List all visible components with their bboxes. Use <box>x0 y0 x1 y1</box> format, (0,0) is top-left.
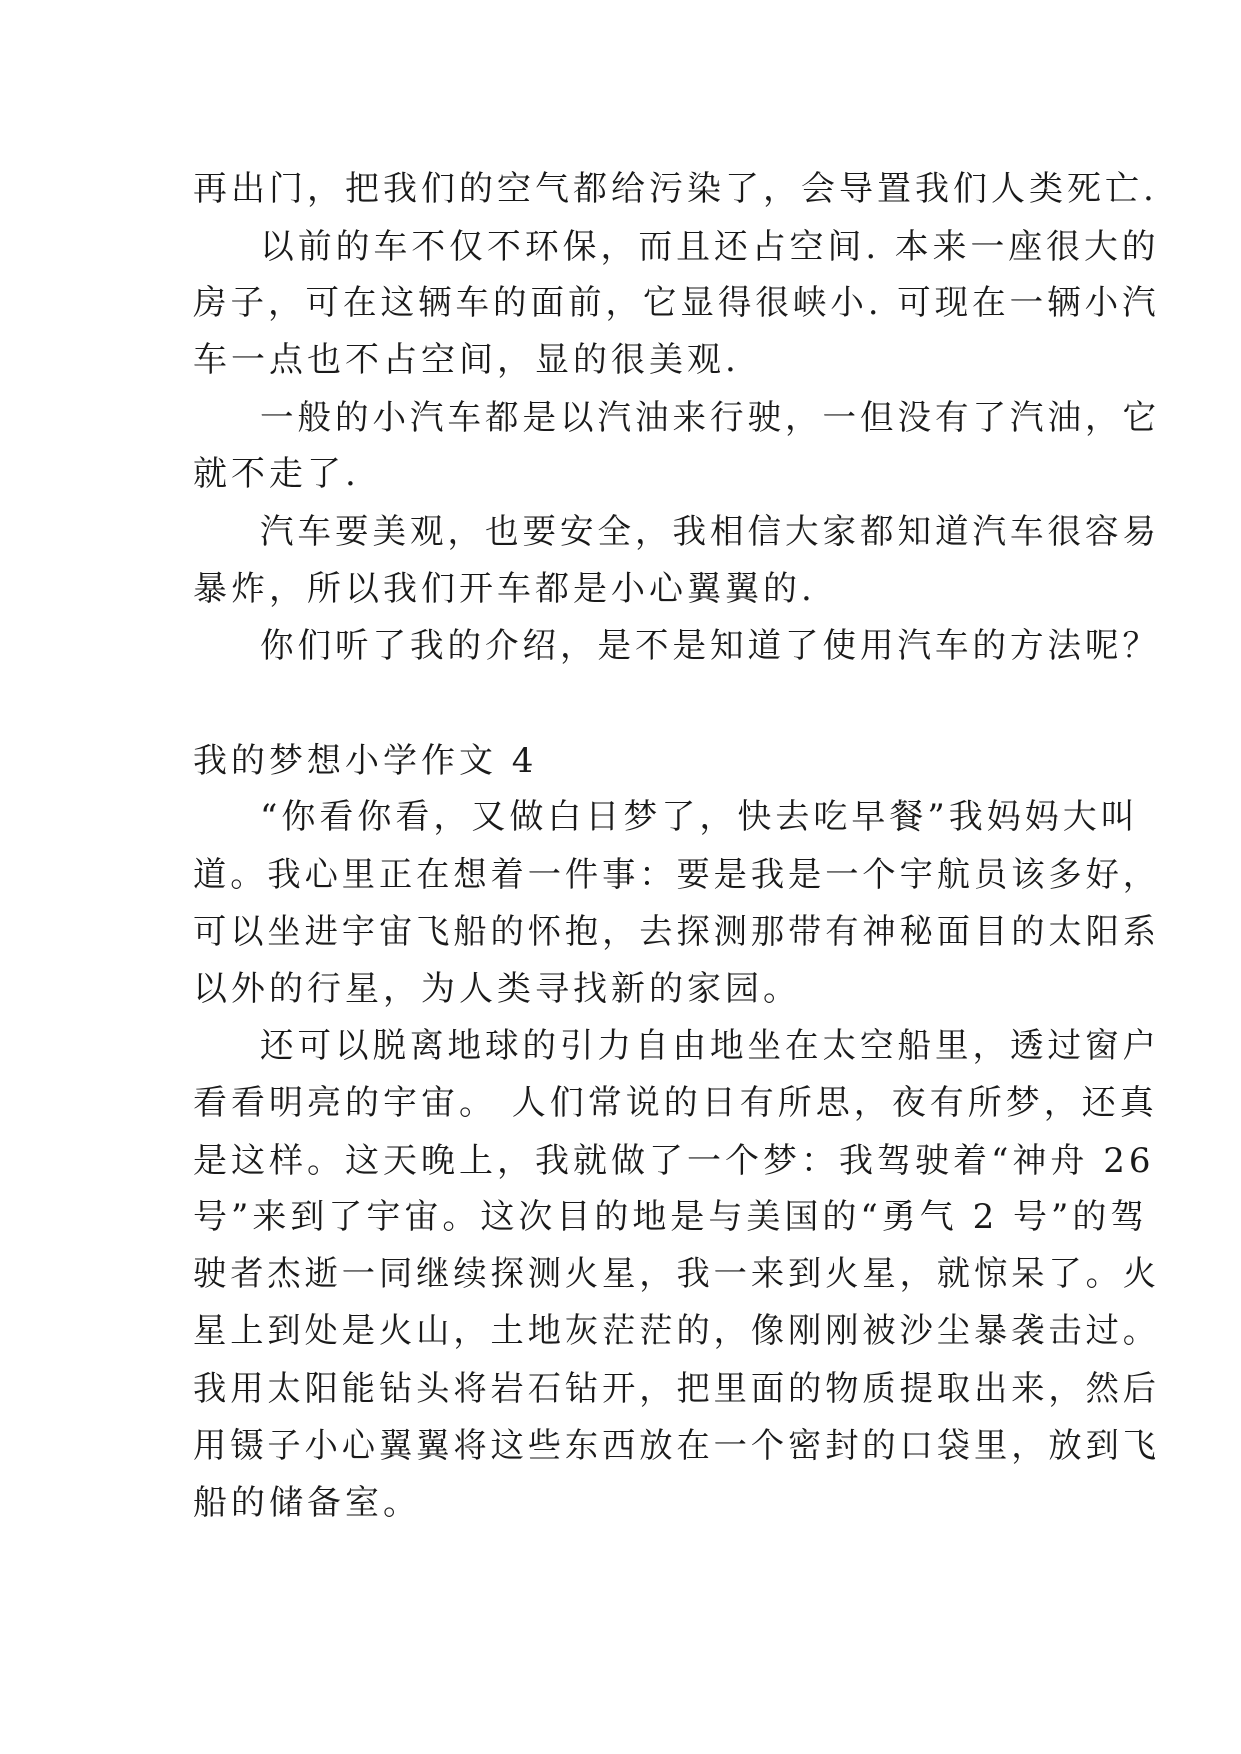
paragraph-line: 汽车要美观，也要安全，我相信大家都知道汽车很容易 <box>260 512 1160 552</box>
paragraph-line: 号”来到了宇宙。这次目的地是与美国的“勇气 2 号”的驾 <box>193 1197 1149 1237</box>
paragraph-line: 再出门，把我们的空气都给污染了，会导置我们人类死亡. <box>193 169 1158 209</box>
paragraph-line: 还可以脱离地球的引力自由地坐在太空船里，透过窗户 <box>260 1026 1160 1066</box>
paragraph-line: 船的储备室。 <box>193 1483 421 1523</box>
paragraph-line: 以前的车不仅不环保，而且还占空间. 本来一座很大的 <box>260 227 1160 267</box>
paragraph-line: 就不走了. <box>193 454 360 494</box>
paragraph-line: 暴炸，所以我们开车都是小心翼翼的. <box>193 569 816 609</box>
paragraph-line: 道。我心里正在想着一件事：要是我是一个宇航员该多好， <box>193 855 1160 895</box>
paragraph-line: 看看明亮的宇宙。 人们常说的日有所思，夜有所梦，还真 <box>193 1083 1158 1123</box>
paragraph-line: 可以坐进宇宙飞船的怀抱，去探测那带有神秘面目的太阳系 <box>193 912 1160 952</box>
paragraph-line: 车一点也不占空间，显的很美观. <box>193 340 740 380</box>
paragraph-line: 以外的行星，为人类寻找新的家园。 <box>193 969 801 1009</box>
paragraph-line: 一般的小汽车都是以汽油来行驶，一但没有了汽油，它 <box>260 398 1160 438</box>
paragraph-line: 用镊子小心翼翼将这些东西放在一个密封的口袋里，放到飞 <box>193 1426 1160 1466</box>
paragraph-line: “你看你看，又做白日梦了，快去吃早餐”我妈妈大叫 <box>260 797 1139 837</box>
paragraph-line: 星上到处是火山，土地灰茫茫的，像刚刚被沙尘暴袭击过。 <box>193 1311 1160 1351</box>
paragraph-line: 房子，可在这辆车的面前，它显得很峡小. 可现在一辆小汽 <box>193 283 1160 323</box>
paragraph-line: 是这样。这天晚上，我就做了一个梦：我驾驶着“神舟 26 <box>193 1141 1155 1181</box>
section-title: 我的梦想小学作文 4 <box>193 741 538 781</box>
paragraph-line: 你们听了我的介绍，是不是知道了使用汽车的方法呢？ <box>260 626 1160 666</box>
paragraph-line: 我用太阳能钻头将岩石钻开，把里面的物质提取出来，然后 <box>193 1369 1160 1409</box>
paragraph-line: 驶者杰逝一同继续探测火星，我一来到火星，就惊呆了。火 <box>193 1254 1160 1294</box>
